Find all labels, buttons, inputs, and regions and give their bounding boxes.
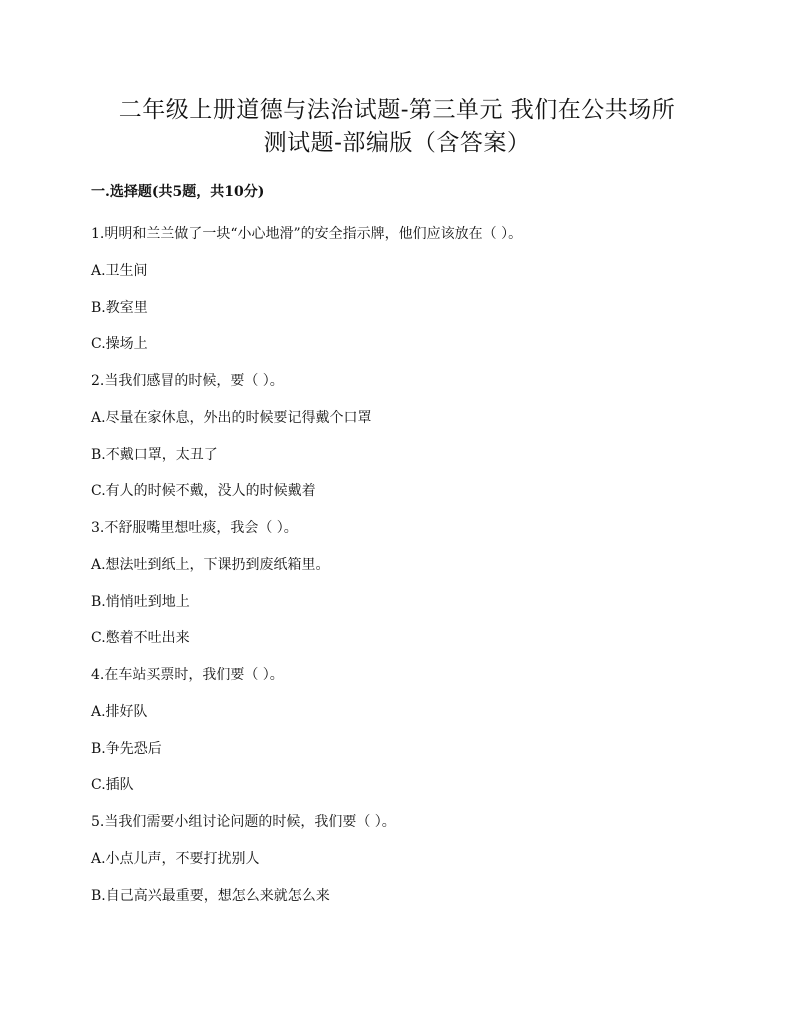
question-5-option-b: B.自己高兴最重要，想怎么来就怎么来 [91, 888, 330, 904]
question-2-option-b: B.不戴口罩，太丑了 [91, 447, 218, 463]
question-4-option-a: A.排好队 [91, 704, 148, 720]
question-3-stem: 3.不舒服嘴里想吐痰，我会（ ）。 [91, 520, 298, 536]
question-3-option-c: C.憋着不吐出来 [91, 630, 190, 646]
question-3-option-b: B.悄悄吐到地上 [91, 594, 190, 610]
question-1-stem: 1.明明和兰兰做了一块“小心地滑”的安全指示牌，他们应该放在（ ）。 [91, 226, 523, 242]
question-3-option-a: A.想法吐到纸上，下课扔到废纸箱里。 [91, 557, 330, 573]
question-1-option-c: C.操场上 [91, 336, 148, 352]
question-5-stem: 5.当我们需要小组讨论问题的时候，我们要（ ）。 [91, 814, 396, 830]
question-2-option-c: C.有人的时候不戴，没人的时候戴着 [91, 483, 316, 499]
question-4-stem: 4.在车站买票时，我们要（ ）。 [91, 667, 284, 683]
document-title-line-2: 测试题-部编版（含答案） [263, 130, 531, 156]
document-title-line-1: 二年级上册道德与法治试题-第三单元 我们在公共场所 [118, 97, 676, 123]
question-1-option-b: B.教室里 [91, 300, 148, 316]
question-1-option-a: A.卫生间 [91, 263, 148, 279]
question-5-option-a: A.小点儿声，不要打扰别人 [91, 851, 260, 867]
section-heading: 一.选择题(共5题，共10分) [91, 184, 265, 200]
question-2-stem: 2.当我们感冒的时候，要（ ）。 [91, 373, 284, 389]
question-2-option-a: A.尽量在家休息，外出的时候要记得戴个口罩 [91, 410, 372, 426]
question-4-option-b: B.争先恐后 [91, 741, 162, 757]
question-4-option-c: C.插队 [91, 777, 134, 793]
